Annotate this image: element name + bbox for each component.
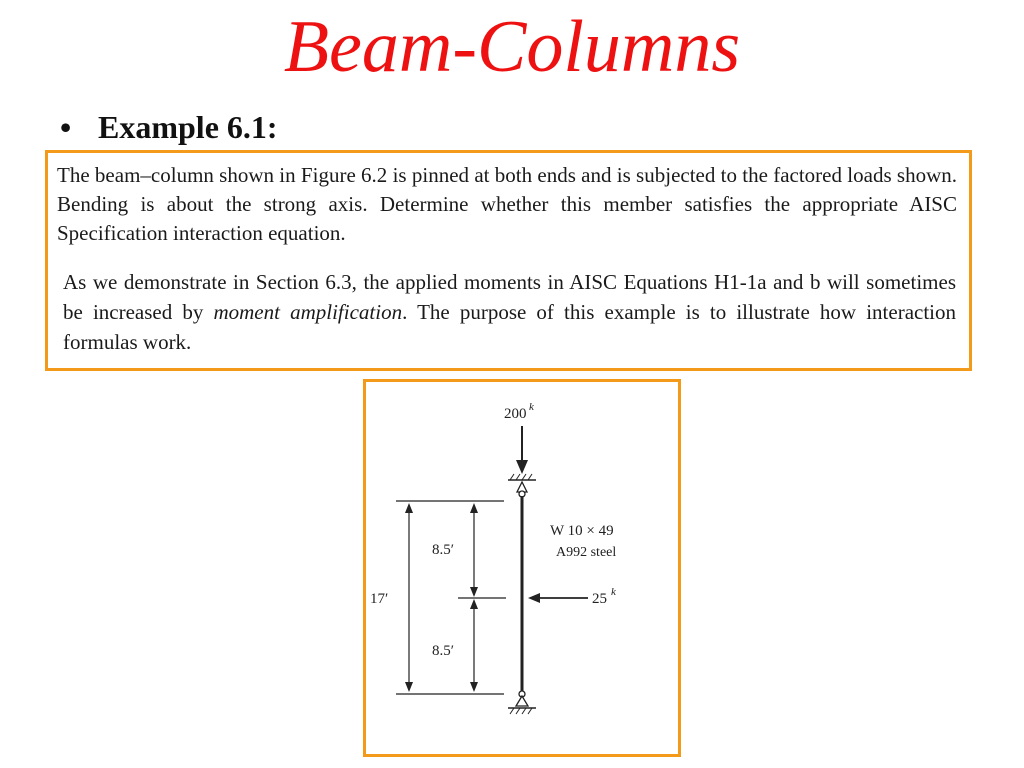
lateral-load-arrowhead [528,593,540,603]
total-length-label: 17′ [370,591,389,607]
bullet-example [60,107,278,147]
lateral-load-value: 25 [592,591,607,607]
section-designation: W 10 × 49 [550,523,614,539]
axial-load-arrowhead [516,460,528,474]
total-length-dimension [405,503,413,692]
lower-segment-dimension [470,599,478,692]
lower-segment-label: 8.5′ [432,643,455,659]
problem-statement-box [45,150,972,371]
top-pin-support-icon [508,474,536,497]
lateral-load-unit: k [611,586,616,598]
paragraph-2-emphasis: moment amplification [213,300,403,324]
problem-paragraph-1: The beam–column shown in Figure 6.2 is pinned at both ends and is subjected to the factored loads shown. Bending is about the strong axis. Determine whether this member satisfies the appropriate AISC Specification interaction equation. [57,163,957,245]
bottom-pin-support-icon [508,691,536,714]
beam-column-figure [366,382,678,754]
upper-segment-label: 8.5′ [432,542,455,558]
axial-load-unit: k [529,401,534,413]
upper-segment-dimension [470,503,478,597]
bullet-marker: • [60,109,72,145]
problem-paragraph-2 [63,267,956,357]
figure-box [363,379,681,757]
example-heading: Example 6.1: [98,109,278,145]
slide-title: Beam-Columns [283,6,741,88]
paragraph-2-text-b: . The purpose of this example is to illustrate how interaction formulas work. [63,300,957,354]
paragraph-2-text-a: As we demonstrate in Section 6.3, the applied moments in AISC Equations H1-1a and b will sometimes be increased by [63,270,956,324]
material-grade: A992 steel [556,545,617,560]
axial-load-value: 200 [504,406,527,422]
